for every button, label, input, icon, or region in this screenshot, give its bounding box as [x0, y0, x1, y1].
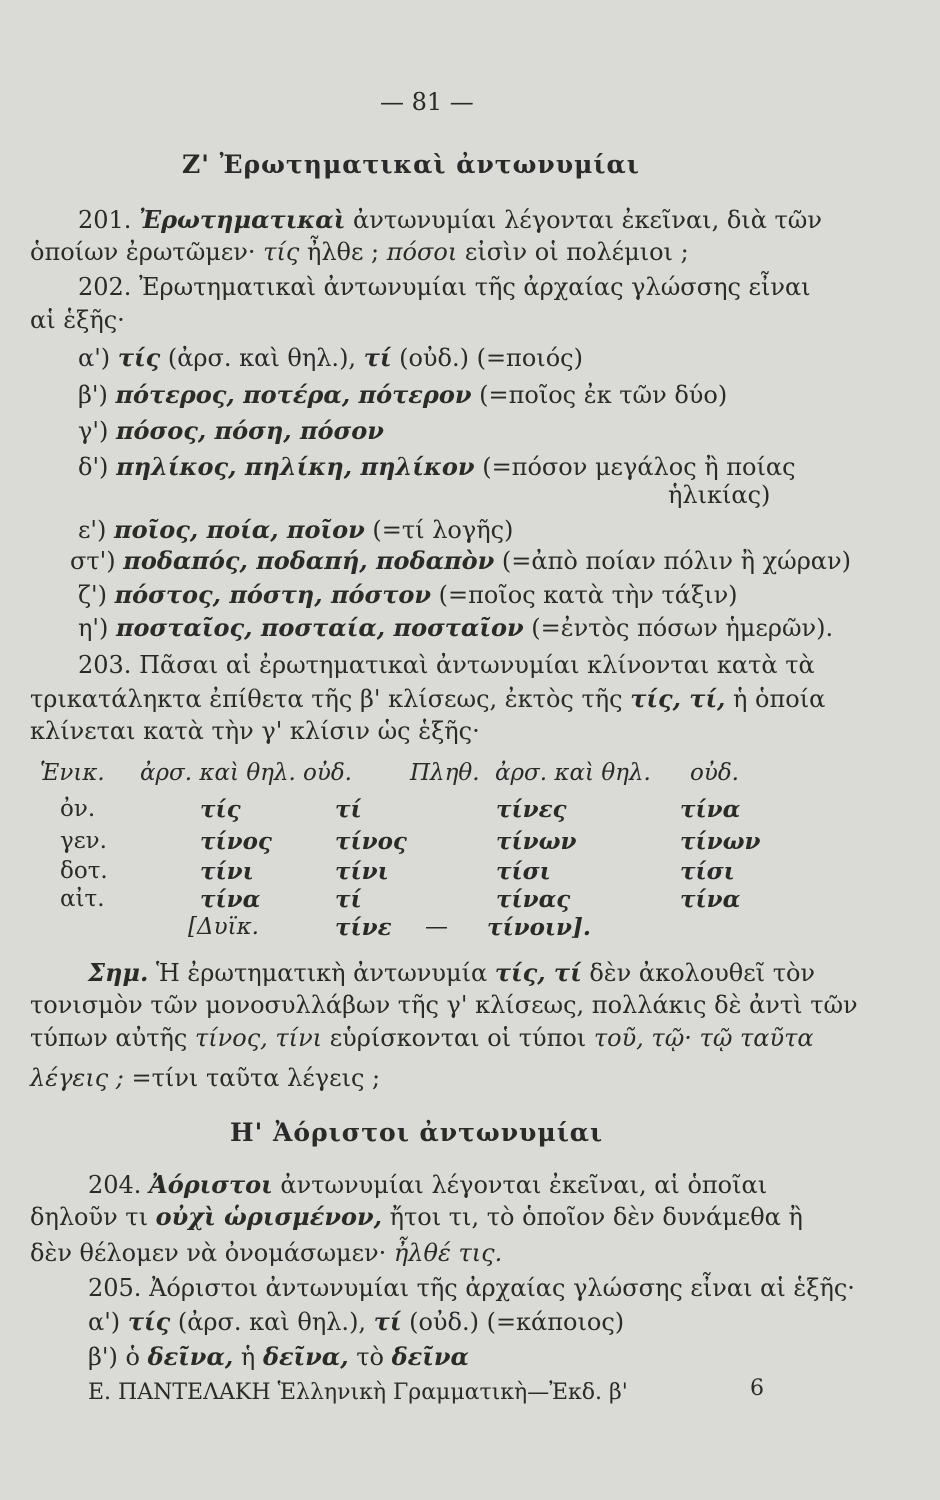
pronoun-forms: ποδαπός, ποδαπή, ποδαπὸν: [123, 546, 495, 575]
paragraph-text: ἦλθε ;: [306, 238, 380, 266]
paragraph-text: ἤτοι τι, τὸ ὁποῖον δὲν δυνάμεθα ἢ: [389, 1203, 803, 1231]
list-mark: η'): [78, 614, 109, 642]
footer-signature: 6: [750, 1376, 764, 1401]
paragraph-text: τύπων αὐτῆς: [30, 1024, 188, 1052]
table-row-case: δοτ.: [60, 858, 108, 884]
list-mark: δ'): [78, 453, 109, 481]
note-line3: [30, 1023, 814, 1053]
table-row-case: αἰτ.: [60, 886, 105, 912]
paragraph-201-line2: [30, 237, 689, 267]
paragraph-text: εὑρίσκονται οἱ τύποι: [329, 1024, 587, 1052]
list-mark: ζ'): [78, 581, 107, 609]
list-item-c: [78, 416, 384, 446]
table-cell: τίνας: [496, 886, 571, 913]
pronoun-forms: ποῖος, ποία, ποῖον: [114, 515, 365, 544]
paragraph-text: λέγεις ;: [30, 1064, 124, 1092]
dual-form: τίνε: [335, 914, 392, 941]
paragraph-202-line2: αἱ ἑξῆς·: [30, 306, 125, 334]
footer-book-title: Ε. ΠΑΝΤΕΛΑΚΗ Ἑλληνικὴ Γραμματικὴ—Ἐκδ. β': [88, 1380, 628, 1405]
note-label: Σημ.: [88, 958, 149, 987]
table-cell: τί: [335, 886, 362, 913]
term-aoristoi: Ἀόριστοι: [149, 1170, 273, 1199]
paragraph-text: Ἐρωτηματικαὶ ἀντωνυμίαι τῆς ἀρχαίας γλώσσης εἶναι: [139, 273, 811, 301]
pronoun-forms: πότερος, ποτέρα, πότερον: [115, 380, 472, 409]
pronoun-forms: τί: [363, 343, 392, 372]
list-item-e: [78, 515, 513, 545]
paragraph-205-line1: [88, 1273, 855, 1303]
list-mark: β'): [88, 1343, 118, 1371]
paragraph-204-line3: [30, 1238, 502, 1268]
paragraph-201-line1: [78, 205, 822, 235]
list-item-a: [78, 343, 583, 373]
list-mark: ε'): [78, 516, 107, 544]
term-erotematikai: Ἐρωτηματικαὶ: [139, 205, 346, 234]
pronoun-forms: τίς: [127, 1307, 171, 1336]
gloss: (=ποῖος ἐκ τῶν δύο): [479, 381, 728, 409]
paragraph-203-line3: κλίνεται κατὰ τὴν γ' κλίσιν ὡς ἑξῆς·: [30, 717, 480, 745]
table-cell: τίσι: [680, 858, 735, 885]
list-item-205a: [88, 1307, 624, 1337]
table-cell: τίνος: [200, 828, 272, 855]
list-item-205b: [88, 1342, 469, 1372]
note-line2: τονισμὸν τῶν μονοσυλλάβων τῆς γ' κλίσεως, πολλάκις δὲ ἀντὶ τῶν: [30, 991, 858, 1019]
table-cell: τίνα: [680, 796, 741, 823]
table-cell: τίνι: [200, 858, 254, 885]
example-word: πόσοι: [386, 238, 458, 266]
pronoun-forms: πόσος, πόση, πόσον: [115, 416, 384, 445]
list-item-d-continuation: ἡλικίας): [668, 481, 771, 509]
gloss: (ἀρσ. καὶ θηλ.),: [177, 1308, 367, 1336]
list-mark: β'): [78, 381, 108, 409]
note-line4: [30, 1063, 380, 1093]
table-cell: τίνων: [496, 828, 577, 855]
gloss: (=ἀπὸ ποίαν πόλιν ἢ χώραν): [501, 547, 851, 575]
paragraph-text: εἰσὶν οἱ πολέμιοι ;: [464, 238, 689, 266]
gloss: (=ποῖος κατὰ τὴν τάξιν): [438, 581, 738, 609]
pronoun-forms: τίς, τί,: [630, 684, 726, 713]
list-item-d: [78, 452, 796, 482]
paragraph-text: δὲν θέλομεν νὰ ὀνομάσωμεν·: [30, 1239, 387, 1267]
dual-dash: —: [425, 914, 448, 940]
table-row-case: ὀν.: [60, 796, 96, 822]
table-cell: τίνες: [496, 796, 567, 823]
list-item-b: [78, 380, 727, 410]
pronoun-forms: πηλίκος, πηλίκη, πηλίκον: [116, 452, 475, 481]
table-header-plur: Πληθ.: [410, 760, 480, 786]
gloss: (=πόσον μεγάλος ἢ ποίας: [482, 453, 796, 481]
paragraph-text: =τίνι ταῦτα λέγεις ;: [131, 1064, 381, 1092]
table-cell: τίσι: [496, 858, 551, 885]
list-mark: α'): [88, 1308, 121, 1336]
paragraph-203-line1: [78, 650, 815, 680]
list-item-z: [78, 580, 738, 610]
section-heading-h: Η' Ἀόριστοι ἀντωνυμίαι: [230, 1118, 604, 1147]
gloss: (οὐδ.) (=κάποιος): [409, 1308, 625, 1336]
list-item-st: [70, 546, 851, 576]
dual-form: τίνοιν].: [487, 914, 591, 941]
paragraph-202-line1: [78, 272, 811, 302]
article: ἡ: [240, 1343, 256, 1371]
table-header-plur-n: οὐδ.: [690, 760, 739, 786]
table-header-plur-mf: ἀρσ. καὶ θηλ.: [495, 760, 651, 786]
pronoun-forms: δεῖνα: [391, 1342, 469, 1371]
term-ouchi-orismenon: οὐχὶ ὡρισμένον,: [155, 1202, 382, 1231]
paragraph-text: Ἡ ἐρωτηματικὴ ἀντωνυμία: [155, 959, 488, 987]
table-header-sing-mf: ἀρσ. καὶ θηλ.: [140, 760, 296, 786]
page-number: — 81 —: [380, 88, 474, 116]
table-cell: τίνι: [335, 858, 389, 885]
table-cell: τίνος: [335, 828, 407, 855]
paragraph-number: 203.: [78, 651, 132, 679]
paragraph-number: 201.: [78, 206, 132, 234]
dual-label: [Δυϊκ.: [188, 914, 259, 940]
table-cell: τίνα: [200, 886, 261, 913]
paragraph-number: 204.: [88, 1171, 142, 1199]
table-cell: τίνα: [680, 886, 741, 913]
paragraph-text: δηλοῦν τι: [30, 1203, 148, 1231]
pronoun-forms: τίς: [117, 343, 161, 372]
table-row-case: γεν.: [60, 828, 107, 854]
gloss: (ἀρσ. καὶ θηλ.),: [167, 344, 357, 372]
example-word: ἦλθέ τις.: [393, 1239, 503, 1267]
pronoun-forms: πόστος, πόστη, πόστον: [114, 580, 432, 609]
paragraph-204-line1: [88, 1170, 767, 1200]
list-item-h: [78, 613, 833, 643]
table-cell: τί: [335, 796, 362, 823]
pronoun-forms: δεῖνα,: [262, 1342, 349, 1371]
paragraph-text: ἡ ὁποία: [733, 685, 826, 713]
list-mark: στ'): [70, 547, 116, 575]
pronoun-forms: τοῦ, τῷ· τῷ ταῦτα: [593, 1024, 814, 1052]
table-cell: τίς: [200, 796, 241, 823]
paragraph-text: ὁποίων ἐρωτῶμεν·: [30, 238, 256, 266]
paragraph-text: τρικατάληκτα ἐπίθετα τῆς β' κλίσεως, ἐκτὸς τῆς: [30, 685, 623, 713]
pronoun-forms: ποσταῖος, ποσταία, ποσταῖον: [115, 613, 524, 642]
paragraph-203-line2: [30, 684, 825, 714]
example-word: τίς: [263, 238, 300, 266]
section-heading-z: Ζ' Ἐρωτηματικαὶ ἀντωνυμίαι: [182, 150, 640, 179]
table-header-sing-n: οὐδ.: [303, 760, 352, 786]
paragraph-number: 202.: [78, 273, 132, 301]
table-cell: τίνων: [680, 828, 761, 855]
paragraph-text: Πᾶσαι αἱ ἐρωτηματικαὶ ἀντωνυμίαι κλίνονται κατὰ τὰ: [139, 651, 815, 679]
table-header-sing: Ἑνικ.: [40, 760, 105, 786]
paragraph-text: Ἀόριστοι ἀντωνυμίαι τῆς ἀρχαίας γλώσσης εἶναι αἱ ἑξῆς·: [149, 1274, 855, 1302]
list-mark: γ'): [78, 417, 109, 445]
article: τὸ: [356, 1343, 384, 1371]
article: ὁ: [125, 1343, 140, 1371]
paragraph-text: ἀντωνυμίαι λέγονται ἐκεῖναι, αἱ ὁποῖαι: [280, 1171, 768, 1199]
pronoun-forms: τίς, τί: [494, 958, 582, 987]
pronoun-forms: τί: [373, 1307, 402, 1336]
pronoun-forms: τίνος, τίνι: [194, 1024, 323, 1052]
gloss: (=ἐντὸς πόσων ἡμερῶν).: [531, 614, 834, 642]
gloss: (οὐδ.) (=ποιός): [399, 344, 583, 372]
pronoun-forms: δεῖνα,: [147, 1342, 234, 1371]
note-line1: [88, 958, 815, 988]
paragraph-204-line2: [30, 1202, 803, 1232]
paragraph-text: ἀντωνυμίαι λέγονται ἐκεῖναι, διὰ τῶν: [353, 206, 822, 234]
list-mark: α'): [78, 344, 111, 372]
paragraph-text: δὲν ἀκολουθεῖ τὸν: [589, 959, 816, 987]
paragraph-number: 205.: [88, 1274, 142, 1302]
gloss: (=τί λογῆς): [372, 516, 514, 544]
